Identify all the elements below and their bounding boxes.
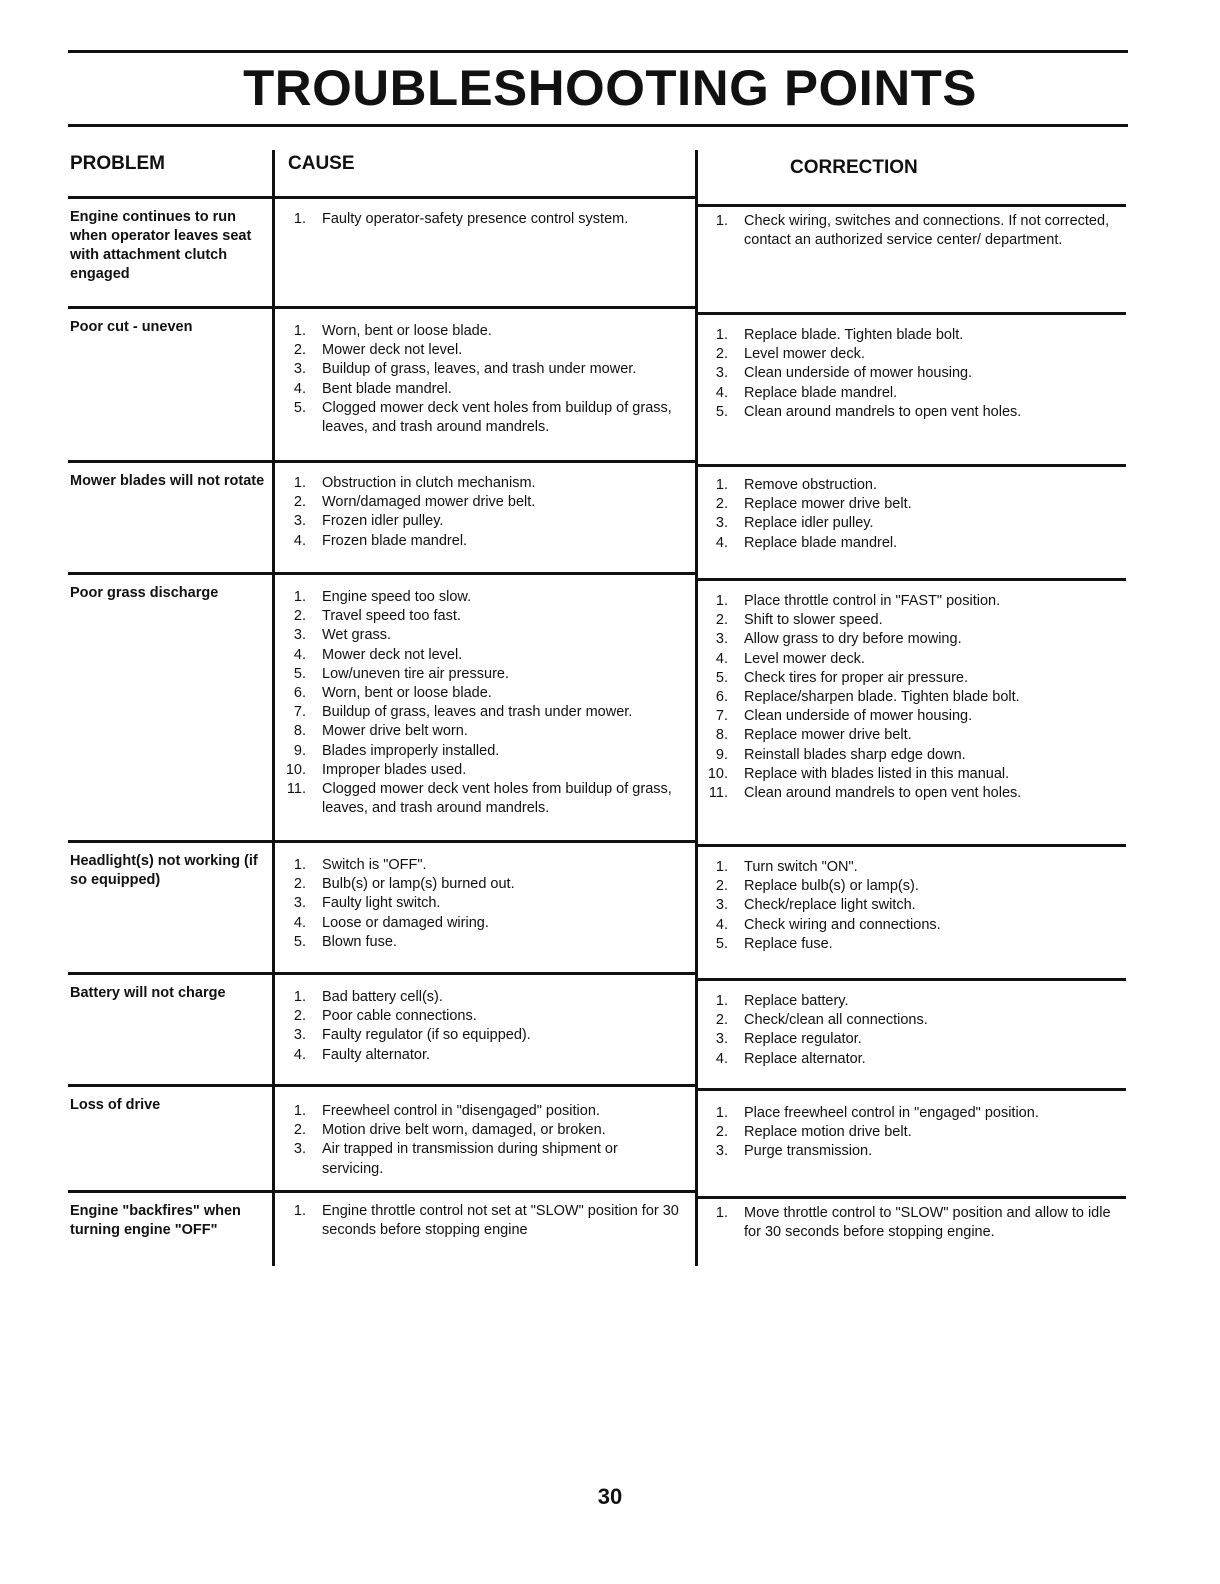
correction-text: Replace blade. Tighten blade bolt. xyxy=(744,327,964,343)
item-number: 3. xyxy=(293,627,306,644)
correction-text: Replace with blades listed in this manual. xyxy=(744,765,1010,782)
cause-text: Clogged mower deck vent holes from buildup of grass, leaves, and trash around mandrels. xyxy=(322,399,672,436)
correction-item xyxy=(702,1142,1122,1161)
cause-item xyxy=(280,1007,680,1026)
cause-text: Obstruction in clutch mechanism. xyxy=(322,475,536,491)
cause-item xyxy=(280,703,680,722)
row-rule-right xyxy=(698,312,1126,315)
cause-item xyxy=(280,780,680,818)
item-number: 5. xyxy=(715,669,728,686)
correction-item xyxy=(702,1104,1122,1123)
item-number: 3. xyxy=(715,1143,728,1160)
item-number: 2. xyxy=(715,496,728,513)
correction-list xyxy=(702,1204,1122,1242)
item-number: 1. xyxy=(715,213,728,229)
cause-item xyxy=(280,626,680,645)
item-number: 1. xyxy=(715,993,728,1009)
problem-text: Engine continues to run when operator leaves seat with attachment clutch engaged xyxy=(70,209,252,282)
column-divider-cause xyxy=(272,150,275,1266)
item-number: 2. xyxy=(293,494,306,511)
correction-item xyxy=(702,707,1122,726)
item-number: 1. xyxy=(293,211,306,227)
cause-item xyxy=(280,607,680,626)
correction-text: Place throttle control in "FAST" position. xyxy=(744,593,1001,609)
cause-text: Bent blade mandrel. xyxy=(322,380,452,397)
page-number: 30 xyxy=(597,1484,623,1509)
correction-text: Clean underside of mower housing. xyxy=(744,708,973,725)
correction-text: Clean around mandrels to open vent holes. xyxy=(744,403,1022,420)
item-number: 5. xyxy=(715,935,728,952)
row-rule-right xyxy=(698,844,1126,847)
correction-text: Check/replace light switch. xyxy=(744,897,916,914)
row-rule-left xyxy=(68,306,698,309)
cause-item xyxy=(280,1140,680,1178)
cause-text: Frozen blade mandrel. xyxy=(322,532,468,549)
cause-text: Improper blades used. xyxy=(322,761,467,778)
correction-text: Move throttle control to "SLOW" position and allow to idle for 30 seconds before stopping engine. xyxy=(744,1205,1111,1241)
correction-text: Replace mower drive belt. xyxy=(744,496,912,513)
correction-item xyxy=(702,364,1122,383)
row-rule-right xyxy=(698,978,1126,981)
correction-item xyxy=(702,212,1122,250)
correction-text: Check wiring, switches and connections. If not corrected, contact an authorized service center/ department. xyxy=(744,213,1110,249)
cause-item xyxy=(280,399,680,437)
header-correction: CORRECTION xyxy=(790,157,918,178)
cause-list xyxy=(280,1102,680,1179)
item-number: 3. xyxy=(293,513,306,530)
correction-item xyxy=(702,858,1122,877)
cause-item xyxy=(280,684,680,703)
item-number: 1. xyxy=(293,589,306,605)
correction-text: Level mower deck. xyxy=(744,346,865,363)
cause-text: Buildup of grass, leaves and trash under mower. xyxy=(322,704,633,721)
cause-item xyxy=(280,894,680,913)
item-number: 2. xyxy=(715,1124,728,1141)
correction-text: Remove obstruction. xyxy=(744,477,877,493)
cause-text: Low/uneven tire air pressure. xyxy=(322,665,509,682)
cause-text: Wet grass. xyxy=(322,627,392,644)
item-number: 4. xyxy=(715,384,728,401)
item-number: 7. xyxy=(715,708,728,725)
item-number: 3. xyxy=(293,361,306,378)
cause-text: Worn, bent or loose blade. xyxy=(322,323,492,339)
cause-item xyxy=(280,1026,680,1045)
correction-item xyxy=(702,1123,1122,1142)
correction-item xyxy=(702,669,1122,688)
cause-text: Bad battery cell(s). xyxy=(322,989,443,1005)
cause-list xyxy=(280,322,680,437)
item-number: 1. xyxy=(715,327,728,343)
cause-item xyxy=(280,761,680,780)
item-number: 2. xyxy=(293,342,306,359)
page-title: TROUBLESHOOTING POINTS xyxy=(243,60,977,116)
item-number: 1. xyxy=(715,1105,728,1121)
correction-text: Replace alternator. xyxy=(744,1050,866,1067)
item-number: 4. xyxy=(715,916,728,933)
cause-item xyxy=(280,875,680,894)
correction-item xyxy=(702,877,1122,896)
correction-item xyxy=(702,896,1122,915)
row-rule-left xyxy=(68,460,698,463)
item-number: 5. xyxy=(293,665,306,682)
header-cause: CAUSE xyxy=(288,153,355,174)
item-number: 8. xyxy=(293,723,306,740)
cause-text: Freewheel control in "disengaged" position. xyxy=(322,1103,600,1119)
item-number: 4. xyxy=(715,534,728,551)
correction-text: Place freewheel control in "engaged" position. xyxy=(744,1105,1039,1121)
cause-item xyxy=(280,360,680,379)
correction-item xyxy=(702,495,1122,514)
correction-text: Replace idler pulley. xyxy=(744,515,874,532)
correction-item xyxy=(702,726,1122,745)
correction-item xyxy=(702,326,1122,345)
correction-item xyxy=(702,746,1122,765)
item-number: 1. xyxy=(715,593,728,609)
correction-list xyxy=(702,1104,1122,1162)
problem-text: Poor grass discharge xyxy=(70,585,219,601)
cause-item xyxy=(280,493,680,512)
cause-list xyxy=(280,856,680,952)
correction-text: Replace battery. xyxy=(744,993,849,1009)
item-number: 4. xyxy=(293,646,306,663)
cause-text: Travel speed too fast. xyxy=(322,608,461,625)
item-number: 7. xyxy=(293,704,306,721)
cause-item xyxy=(280,665,680,684)
problem-text: Loss of drive xyxy=(70,1097,161,1113)
correction-text: Check/clean all connections. xyxy=(744,1012,928,1029)
item-number: 1. xyxy=(293,857,306,873)
correction-text: Clean underside of mower housing. xyxy=(744,365,973,382)
item-number: 4. xyxy=(715,650,728,667)
title-bottom-rule xyxy=(68,124,1128,127)
item-number: 11. xyxy=(708,785,728,802)
cause-list xyxy=(280,588,680,818)
correction-text: Purge transmission. xyxy=(744,1143,873,1160)
correction-text: Level mower deck. xyxy=(744,650,865,667)
cause-text: Motion drive belt worn, damaged, or broken. xyxy=(322,1122,606,1139)
item-number: 10. xyxy=(285,761,306,778)
correction-text: Replace bulb(s) or lamp(s). xyxy=(744,878,919,895)
cause-item xyxy=(280,210,680,229)
correction-item xyxy=(702,1011,1122,1030)
correction-list xyxy=(702,212,1122,250)
cause-text: Faulty alternator. xyxy=(322,1046,430,1063)
correction-item xyxy=(702,1204,1122,1242)
cause-item xyxy=(280,341,680,360)
problem-text: Mower blades will not rotate xyxy=(70,473,265,489)
item-number: 2. xyxy=(293,876,306,893)
cause-text: Poor cable connections. xyxy=(322,1008,477,1025)
cause-text: Engine speed too slow. xyxy=(322,589,472,605)
item-number: 3. xyxy=(293,1141,306,1158)
cause-text: Mower deck not level. xyxy=(322,342,463,359)
item-number: 1. xyxy=(293,989,306,1005)
row-rule-left xyxy=(68,572,698,575)
item-number: 2. xyxy=(715,878,728,895)
correction-text: Replace/sharpen blade. Tighten blade bolt. xyxy=(744,689,1020,706)
correction-text: Clean around mandrels to open vent holes. xyxy=(744,785,1022,802)
row-rule-left xyxy=(68,972,698,975)
cause-text: Frozen idler pulley. xyxy=(322,513,444,530)
item-number: 5. xyxy=(715,403,728,420)
cause-list xyxy=(280,988,680,1065)
cause-text: Blades improperly installed. xyxy=(322,742,500,759)
item-number: 2. xyxy=(293,1122,306,1139)
item-number: 3. xyxy=(715,631,728,648)
item-number: 6. xyxy=(293,685,306,702)
cause-item xyxy=(280,933,680,952)
item-number: 1. xyxy=(715,1205,728,1221)
correction-item xyxy=(702,384,1122,403)
correction-text: Replace fuse. xyxy=(744,935,833,952)
item-number: 4. xyxy=(715,1050,728,1067)
cause-text: Blown fuse. xyxy=(322,933,397,950)
cause-list xyxy=(280,474,680,551)
cause-item xyxy=(280,322,680,341)
correction-item xyxy=(702,592,1122,611)
row-rule-right xyxy=(698,1088,1126,1091)
row-rule-left xyxy=(68,196,698,199)
correction-item xyxy=(702,476,1122,495)
cause-text: Bulb(s) or lamp(s) burned out. xyxy=(322,876,515,893)
correction-item xyxy=(702,1030,1122,1049)
correction-item xyxy=(702,345,1122,364)
correction-item xyxy=(702,784,1122,803)
correction-list xyxy=(702,992,1122,1069)
correction-item xyxy=(702,935,1122,954)
cause-text: Buildup of grass, leaves, and trash under mower. xyxy=(322,361,637,378)
cause-list xyxy=(280,1202,680,1240)
cause-text: Air trapped in transmission during shipment or servicing. xyxy=(322,1141,618,1177)
row-rule-left xyxy=(68,1084,698,1087)
item-number: 3. xyxy=(715,897,728,914)
cause-item xyxy=(280,532,680,551)
cause-item xyxy=(280,856,680,875)
problem-text: Battery will not charge xyxy=(70,985,226,1001)
cause-text: Mower deck not level. xyxy=(322,646,463,663)
cause-text: Worn/damaged mower drive belt. xyxy=(322,494,536,511)
item-number: 8. xyxy=(715,727,728,744)
correction-item xyxy=(702,403,1122,422)
correction-item xyxy=(702,650,1122,669)
item-number: 2. xyxy=(293,608,306,625)
cause-text: Engine throttle control not set at "SLOW" position for 30 seconds before stopping engine xyxy=(322,1203,679,1239)
item-number: 3. xyxy=(715,365,728,382)
correction-item xyxy=(702,688,1122,707)
cause-item xyxy=(280,512,680,531)
cause-item xyxy=(280,380,680,399)
row-rule-left xyxy=(68,1190,698,1193)
title-top-rule xyxy=(68,50,1128,53)
cause-item xyxy=(280,1202,680,1240)
row-rule-right xyxy=(698,578,1126,581)
correction-list xyxy=(702,326,1122,422)
item-number: 3. xyxy=(715,515,728,532)
cause-text: Faulty light switch. xyxy=(322,895,441,912)
problem-text: Engine "backfires" when turning engine "OFF" xyxy=(70,1203,241,1238)
cause-item xyxy=(280,474,680,493)
cause-item xyxy=(280,1121,680,1140)
cause-text: Worn, bent or loose blade. xyxy=(322,685,492,702)
item-number: 4. xyxy=(293,1046,306,1063)
item-number: 1. xyxy=(715,477,728,493)
item-number: 2. xyxy=(715,1012,728,1029)
column-divider-correction xyxy=(695,150,698,1266)
cause-item xyxy=(280,646,680,665)
cause-text: Loose or damaged wiring. xyxy=(322,914,489,931)
item-number: 9. xyxy=(715,746,728,763)
item-number: 1. xyxy=(293,475,306,491)
row-rule-right xyxy=(698,1196,1126,1199)
cause-item xyxy=(280,588,680,607)
cause-text: Mower drive belt worn. xyxy=(322,723,468,740)
item-number: 11. xyxy=(286,781,306,798)
correction-text: Shift to slower speed. xyxy=(744,612,883,629)
problem-text: Headlight(s) not working (if so equipped) xyxy=(70,853,258,888)
cause-item xyxy=(280,1102,680,1121)
cause-item xyxy=(280,742,680,761)
header-problem: PROBLEM xyxy=(70,153,165,174)
correction-text: Turn switch "ON". xyxy=(744,859,858,875)
correction-list xyxy=(702,858,1122,954)
row-rule-right xyxy=(698,204,1126,207)
item-number: 10. xyxy=(707,765,728,782)
correction-text: Replace motion drive belt. xyxy=(744,1124,912,1141)
cause-item xyxy=(280,914,680,933)
cause-item xyxy=(280,722,680,741)
item-number: 1. xyxy=(293,1103,306,1119)
correction-text: Check wiring and connections. xyxy=(744,916,941,933)
correction-item xyxy=(702,514,1122,533)
problem-text: Poor cut - uneven xyxy=(70,319,193,335)
correction-item xyxy=(702,916,1122,935)
item-number: 6. xyxy=(715,689,728,706)
correction-text: Replace blade mandrel. xyxy=(744,384,898,401)
correction-text: Check tires for proper air pressure. xyxy=(744,669,969,686)
correction-list xyxy=(702,592,1122,803)
cause-text: Clogged mower deck vent holes from buildup of grass, leaves, and trash around mandrels. xyxy=(322,781,672,817)
item-number: 2. xyxy=(715,612,728,629)
item-number: 3. xyxy=(293,895,306,912)
cause-list xyxy=(280,210,680,229)
item-number: 1. xyxy=(293,323,306,339)
item-number: 2. xyxy=(715,346,728,363)
correction-text: Replace regulator. xyxy=(744,1031,862,1048)
correction-item xyxy=(702,1050,1122,1069)
correction-text: Replace mower drive belt. xyxy=(744,727,912,744)
correction-item xyxy=(702,630,1122,649)
cause-text: Faulty operator-safety presence control system. xyxy=(322,211,629,227)
correction-text: Allow grass to dry before mowing. xyxy=(744,631,962,648)
item-number: 4. xyxy=(293,532,306,549)
row-rule-left xyxy=(68,840,698,843)
cause-text: Faulty regulator (if so equipped). xyxy=(322,1027,531,1044)
correction-item xyxy=(702,534,1122,553)
item-number: 3. xyxy=(715,1031,728,1048)
item-number: 4. xyxy=(293,914,306,931)
correction-text: Reinstall blades sharp edge down. xyxy=(744,746,966,763)
item-number: 4. xyxy=(293,380,306,397)
cause-item xyxy=(280,988,680,1007)
correction-list xyxy=(702,476,1122,553)
correction-text: Replace blade mandrel. xyxy=(744,534,898,551)
item-number: 2. xyxy=(293,1008,306,1025)
correction-item xyxy=(702,765,1122,784)
row-rule-right xyxy=(698,464,1126,467)
correction-item xyxy=(702,992,1122,1011)
cause-item xyxy=(280,1046,680,1065)
item-number: 3. xyxy=(293,1027,306,1044)
item-number: 5. xyxy=(293,399,306,416)
item-number: 1. xyxy=(715,859,728,875)
item-number: 5. xyxy=(293,933,306,950)
cause-text: Switch is "OFF". xyxy=(322,857,427,873)
correction-item xyxy=(702,611,1122,630)
item-number: 1. xyxy=(293,1203,306,1219)
item-number: 9. xyxy=(293,742,306,759)
